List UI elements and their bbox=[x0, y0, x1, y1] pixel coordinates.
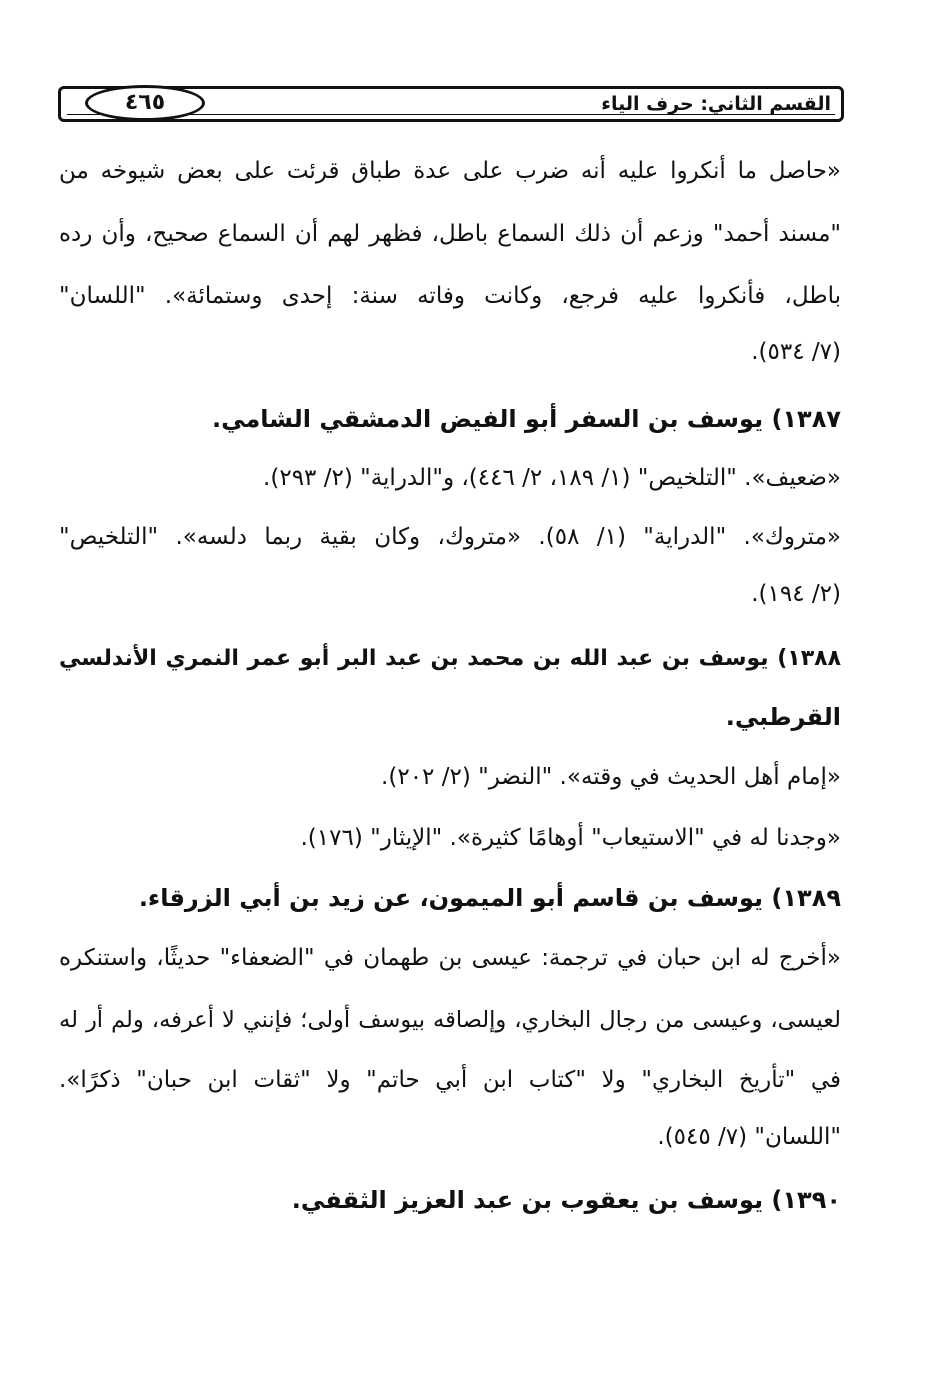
entry-heading-1389: ١٣٨٩) يوسف بن قاسم أبو الميمون، عن زيد بن أبي الزرقاء. bbox=[138, 884, 841, 912]
entry-heading-1390: ١٣٩٠) يوسف بن يعقوب بن عبد العزيز الثقفي. bbox=[291, 1186, 841, 1214]
entry-heading-1388: ١٣٨٨) يوسف بن عبد الله بن محمد بن عبد البر أبو عمر النمري الأندلسي bbox=[59, 646, 841, 671]
body-line: «ضعيف». "التلخيص" (١/ ١٨٩، ٢/ ٤٤٦)، و"الدراية" (٢/ ٢٩٣). bbox=[263, 465, 841, 491]
body-line: «وجدنا له في "الاستيعاب" أوهامًا كثيرة». "الإيثار" (١٧٦). bbox=[300, 825, 841, 851]
body-line: «متروك». "الدراية" (١/ ٥٨). «متروك، وكان بقية ربما دلسه». "التلخيص" bbox=[59, 524, 841, 550]
body-line: (٧/ ٥٣٤). bbox=[751, 339, 841, 365]
entry-heading-1388-cont: القرطبي. bbox=[725, 703, 841, 731]
body-line: باطل، فأنكروا عليه فرجع، وكانت وفاته سنة: إحدى وستمائة». "اللسان" bbox=[59, 283, 841, 309]
body-line: في "تأريخ البخاري" ولا "كتاب ابن أبي حاتم" ولا "ثقات ابن حبان" ذكرًا». bbox=[59, 1067, 841, 1093]
body-line: «إمام أهل الحديث في وقته». "النضر" (٢/ ٢٠٢). bbox=[381, 764, 841, 790]
body-line: «أخرج له ابن حبان في ترجمة: عيسى بن طهمان في "الضعفاء" حديثًا، واستنكره bbox=[59, 945, 841, 971]
section-title: القسم الثاني: حرف الياء bbox=[601, 93, 831, 115]
body-line: (٢/ ١٩٤). bbox=[751, 581, 841, 607]
entry-heading-1387: ١٣٨٧) يوسف بن السفر أبو الفيض الدمشقي الشامي. bbox=[212, 405, 841, 433]
body-line: لعيسى، وعيسى من رجال البخاري، وإلصاقه بيوسف أولى؛ فإنني لا أعرفه، ولم أر له bbox=[59, 1007, 841, 1033]
body-line: «حاصل ما أنكروا عليه أنه ضرب على عدة طباق قرئت على بعض شيوخه من bbox=[59, 158, 841, 184]
page-header bbox=[58, 86, 844, 122]
body-line: "اللسان" (٧/ ٥٤٥). bbox=[657, 1124, 841, 1150]
page-number: ٤٦٥ bbox=[85, 85, 205, 121]
body-line: "مسند أحمد" وزعم أن ذلك السماع باطل، فظهر لهم أن السماع صحيح، وأن رده bbox=[59, 221, 841, 247]
